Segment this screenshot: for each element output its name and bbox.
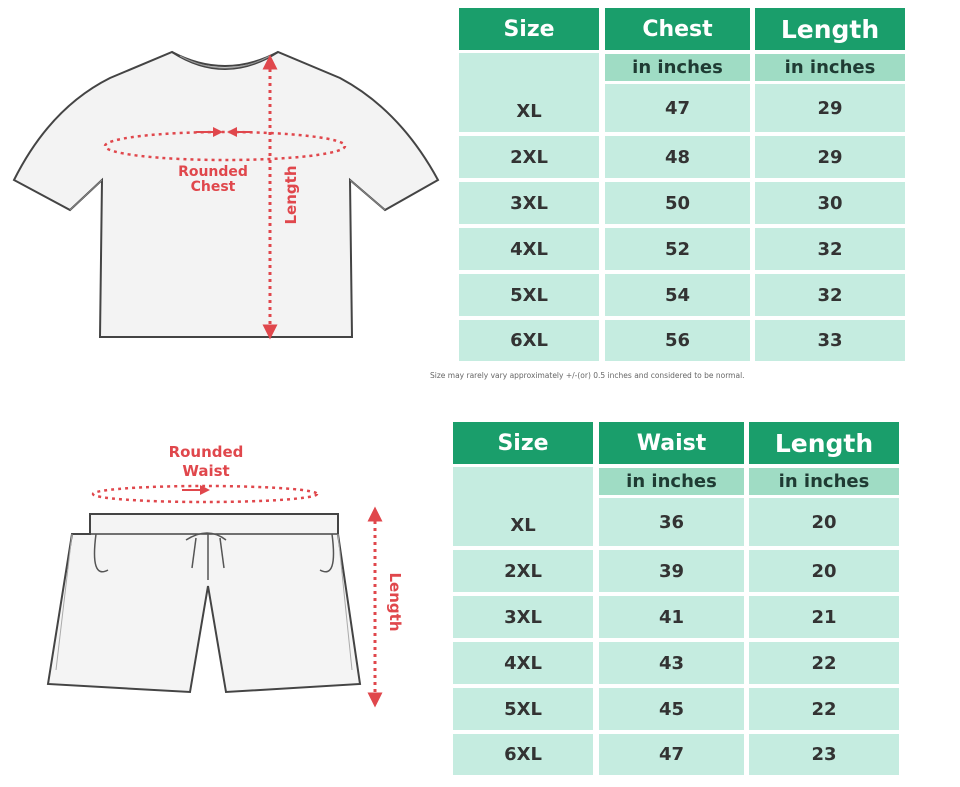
cell-chest: 52 <box>605 228 750 270</box>
cell-waist: 45 <box>599 688 744 730</box>
cell-size: 3XL <box>453 596 593 638</box>
cell-waist: 41 <box>599 596 744 638</box>
cell-waist: 39 <box>599 550 744 592</box>
shorts-size-table <box>453 422 899 775</box>
col-header-length: Length <box>749 422 899 464</box>
cell-size: 3XL <box>459 182 599 224</box>
waist-measure-ellipse <box>93 486 317 502</box>
chest-label-line1: Rounded <box>178 164 248 180</box>
col-header-length: Length <box>755 8 905 50</box>
cell-size: 5XL <box>459 274 599 316</box>
unit-length: in inches <box>755 54 905 81</box>
col-header-size: Size <box>459 8 599 50</box>
cell-length: 22 <box>749 642 899 684</box>
cell-length: 21 <box>749 596 899 638</box>
cell-size: 2XL <box>453 550 593 592</box>
cell-chest: 54 <box>605 274 750 316</box>
cell-length: 20 <box>749 498 899 546</box>
waist-label-line2: Waist <box>182 462 230 480</box>
cell-size: 4XL <box>459 228 599 270</box>
cell-size: 6XL <box>453 734 593 775</box>
shorts-illustration <box>0 430 440 720</box>
shirt-size-table <box>459 8 905 361</box>
col-header-waist: Waist <box>599 422 744 464</box>
chest-label-line2: Chest <box>190 179 236 195</box>
cell-length: 33 <box>755 320 905 361</box>
size-col-spacer <box>453 467 593 504</box>
cell-length: 32 <box>755 228 905 270</box>
cell-length: 30 <box>755 182 905 224</box>
unit-chest: in inches <box>605 54 750 81</box>
cell-size: 6XL <box>459 320 599 361</box>
cell-waist: 47 <box>599 734 744 775</box>
cell-length: 32 <box>755 274 905 316</box>
waist-label-line1: Rounded <box>168 443 244 461</box>
tshirt-illustration <box>0 40 450 350</box>
unit-length: in inches <box>749 468 899 495</box>
cell-length: 22 <box>749 688 899 730</box>
unit-waist: in inches <box>599 468 744 495</box>
cell-chest: 48 <box>605 136 750 178</box>
col-header-chest: Chest <box>605 8 750 50</box>
cell-size: 5XL <box>453 688 593 730</box>
col-header-size: Size <box>453 422 593 464</box>
cell-chest: 56 <box>605 320 750 361</box>
cell-length: 29 <box>755 84 905 132</box>
cell-chest: 47 <box>605 84 750 132</box>
cell-waist: 36 <box>599 498 744 546</box>
cell-size: XL <box>453 504 593 546</box>
shorts-outline <box>48 514 360 692</box>
cell-size: 2XL <box>459 136 599 178</box>
cell-length: 29 <box>755 136 905 178</box>
size-variance-note: Size may rarely vary approximately +/-(or) 0.5 inches and considered to be normal. <box>430 371 745 380</box>
cell-length: 23 <box>749 734 899 775</box>
cell-length: 20 <box>749 550 899 592</box>
shorts-length-label: Length <box>386 572 404 632</box>
size-col-spacer <box>459 53 599 90</box>
cell-waist: 43 <box>599 642 744 684</box>
cell-size: 4XL <box>453 642 593 684</box>
shirt-length-label: Length <box>282 165 300 225</box>
cell-chest: 50 <box>605 182 750 224</box>
cell-size: XL <box>459 90 599 132</box>
